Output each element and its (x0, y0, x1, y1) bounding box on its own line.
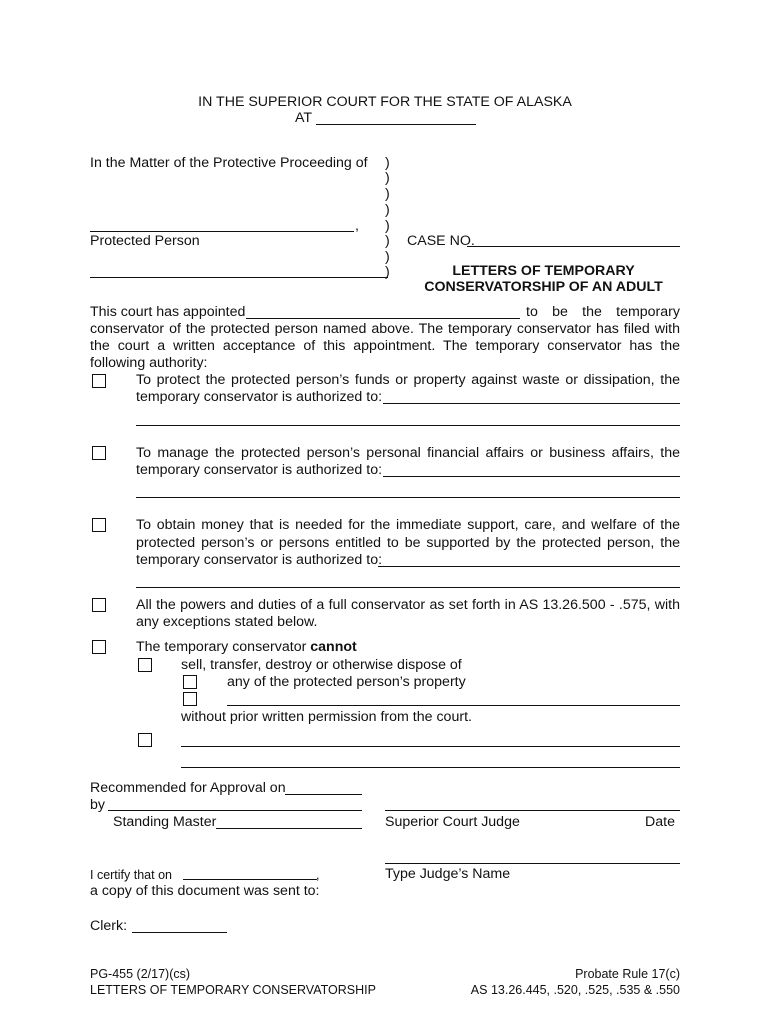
paren: ) (385, 264, 390, 280)
probate-rule: Probate Rule 17(c) (575, 967, 680, 981)
specific-property-field[interactable] (227, 705, 680, 706)
by-label: by (90, 797, 105, 813)
judge-name-field[interactable] (385, 863, 680, 864)
title-line-2: CONSERVATORSHIP OF AN ADULT (424, 279, 663, 295)
protected-person-name-field[interactable] (90, 231, 354, 232)
caption-bottom-field[interactable] (90, 277, 388, 278)
judge-signature-field[interactable] (385, 810, 680, 811)
option-1-line-1: To protect the protected person’s funds or property against waste or dissipation, the (136, 372, 680, 388)
intro-tail: to be the temporary (526, 304, 680, 320)
clerk-label: Clerk: (90, 918, 128, 934)
checkbox-cannot[interactable] (92, 640, 106, 654)
option-5-cannot: cannot (310, 639, 357, 655)
certify-date-field[interactable] (183, 879, 317, 880)
master-signature-field[interactable] (108, 810, 362, 811)
checkbox-dispose[interactable] (138, 658, 152, 672)
other-field-1[interactable] (181, 746, 680, 747)
option-2-field-1[interactable] (383, 476, 680, 477)
checkbox-obtain-money[interactable] (92, 518, 106, 532)
intro-line-4: following authority: (90, 355, 208, 371)
paren: ) (385, 170, 390, 186)
matter-label: In the Matter of the Protective Proceeding of (90, 155, 368, 171)
option-3-line-1: To obtain money that is needed for the immediate support, care, and welfare of the (136, 517, 680, 533)
option-5-label (136, 639, 357, 656)
option-2-field-2[interactable] (136, 497, 680, 498)
option-4-line-2: any exceptions stated below. (136, 614, 318, 630)
conservator-name-field[interactable] (246, 318, 520, 319)
paren: ) (385, 218, 390, 234)
paren: ) (385, 186, 390, 202)
option-1-field-1[interactable] (383, 403, 680, 404)
title-line-1: LETTERS OF TEMPORARY (452, 263, 635, 279)
option-4-line-1: All the powers and duties of a full conservator as set forth in AS 13.26.500 - .575, with (136, 597, 680, 613)
option-2-line-2: temporary conservator is authorized to: (136, 462, 383, 478)
checkbox-specific-property[interactable] (183, 692, 197, 706)
checkbox-manage-affairs[interactable] (92, 446, 106, 460)
recommended-date-field[interactable] (285, 794, 362, 795)
recommended-label: Recommended for Approval on (90, 780, 286, 796)
statutes: AS 13.26.445, .520, .525, .535 & .550 (470, 983, 680, 997)
certify-label: I certify that on (90, 868, 172, 882)
superior-court-judge-label: Superior Court Judge (385, 814, 520, 830)
form-title: LETTERS OF TEMPORARY CONSERVATORSHIP (90, 983, 376, 997)
intro-line-2: conservator of the protected person named above. The temporary conservator has filed with (90, 321, 680, 337)
case-no-field[interactable] (467, 246, 680, 247)
option-5-prefix: The temporary conservator (136, 639, 307, 655)
paren: ) (385, 202, 390, 218)
checkbox-full-powers[interactable] (92, 598, 106, 612)
standing-master-field[interactable] (216, 828, 362, 829)
clerk-field[interactable] (132, 932, 227, 933)
paren: ) (385, 155, 390, 171)
checkbox-protect-funds[interactable] (92, 374, 106, 388)
checkbox-other[interactable] (138, 733, 152, 747)
option-2-line-1: To manage the protected person’s personal financial affairs or business affairs, the (136, 445, 680, 461)
option-3-line-3: temporary conservator is authorized to: (136, 552, 383, 568)
option-5-dispose: sell, transfer, destroy or otherwise dispose of (181, 657, 462, 673)
standing-master-label: Standing Master (113, 814, 217, 830)
at-label: AT (295, 110, 313, 126)
option-1-field-2[interactable] (136, 425, 680, 426)
paren: ) (385, 233, 390, 249)
case-no-label: CASE NO. (407, 233, 475, 249)
option-5-without-permission: without prior written permission from the court. (181, 709, 472, 725)
intro-appointed: This court has appointed (90, 304, 246, 320)
paren: ) (385, 249, 390, 265)
date-label: Date (645, 814, 675, 830)
intro-line-3: the court a written acceptance of this appointment. The temporary conservator has the (90, 338, 680, 354)
type-judge-name-label: Type Judge’s Name (385, 866, 511, 882)
option-3-field-2[interactable] (136, 587, 680, 588)
comma: , (355, 218, 359, 234)
option-3-line-2: protected person’s or persons entitled to be supported by the protected person, the (136, 535, 680, 551)
option-5-any-property: any of the protected person’s property (227, 674, 466, 690)
option-1-line-2: temporary conservator is authorized to: (136, 389, 383, 405)
court-heading: IN THE SUPERIOR COURT FOR THE STATE OF ALASKA (198, 94, 572, 110)
checkbox-any-property[interactable] (183, 675, 197, 689)
other-field-2[interactable] (181, 767, 680, 768)
location-field[interactable] (316, 124, 476, 125)
protected-person-label: Protected Person (90, 233, 200, 249)
copy-sent-label: a copy of this document was sent to: (90, 883, 320, 899)
option-3-field-1[interactable] (378, 566, 680, 567)
certify-comma: , (316, 868, 320, 882)
form-id: PG-455 (2/17)(cs) (90, 967, 191, 981)
